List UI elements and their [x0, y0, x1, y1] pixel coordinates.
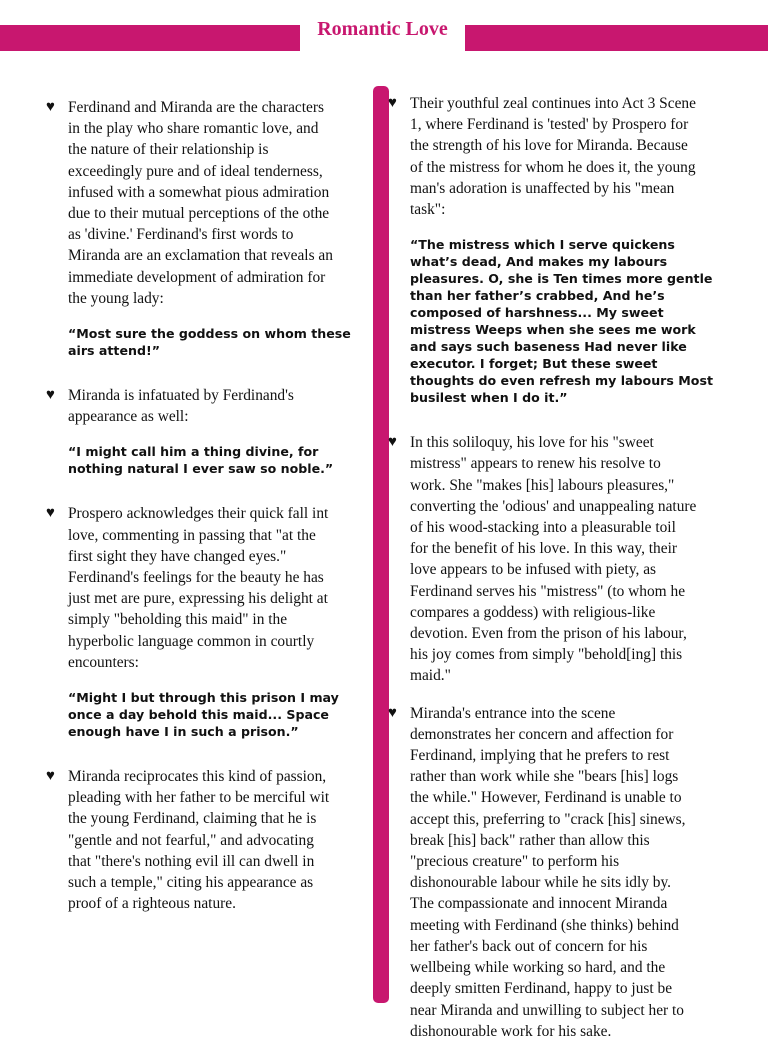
text-line: dishonourable work for his sake. — [410, 1022, 612, 1040]
text-line: Miranda reciprocates this kind of passion, — [68, 768, 327, 786]
text-line: immediate development of admiration for — [68, 268, 326, 286]
header-bar-left — [0, 25, 300, 51]
bullet-paragraph — [46, 97, 376, 309]
heart-icon: ♥ — [46, 387, 55, 404]
paragraph-text — [410, 93, 738, 220]
text-line: In this soliloquy, his love for his "sweet — [410, 434, 654, 452]
text-line: love, commenting in passing that "at the — [68, 526, 316, 544]
quote-line: “Might I but through this prison I may — [68, 690, 339, 706]
quotation — [410, 236, 738, 406]
text-line: proof of a righteous nature. — [68, 895, 236, 913]
header-bar-right — [465, 25, 768, 51]
text-line: Prospero acknowledges their quick fall int — [68, 505, 329, 523]
text-line: 1, where Ferdinand is 'tested' by Prospero for — [410, 116, 689, 134]
bullet-paragraph — [388, 432, 738, 686]
quote-line: executor. I forget; But these sweet — [410, 356, 658, 372]
text-line: the young Ferdinand, claiming that he is — [68, 810, 317, 828]
quotation — [68, 689, 376, 740]
heart-icon: ♥ — [46, 99, 55, 115]
text-line: Miranda is infatuated by Ferdinand's — [68, 387, 294, 405]
text-line: the nature of their relationship is — [68, 141, 269, 159]
quote-line: “I might call him a thing divine, for — [68, 444, 319, 460]
paragraph-text — [68, 97, 376, 309]
text-line: the strength of his love for Miranda. Because — [410, 137, 688, 155]
text-line: Miranda are an exclamation that reveals an — [68, 247, 333, 265]
text-line: in the play who share romantic love, and — [68, 120, 319, 138]
bullet-paragraph — [46, 503, 376, 673]
quote-line: airs attend!” — [68, 343, 160, 359]
text-line: hyperbolic language common in courtly — [68, 632, 315, 650]
text-line: of the mistress for whom he does it, the young — [410, 158, 696, 176]
text-line: dishonourable labour while he sits idly by. — [410, 874, 672, 892]
text-line: task": — [410, 201, 446, 219]
text-line: converting the 'odious' and unappealing nature — [410, 497, 697, 515]
text-line: break [his] back" rather than allow this — [410, 831, 650, 849]
text-line: compares a goddess) with religious-like — [410, 603, 656, 621]
heart-icon: ♥ — [46, 768, 55, 785]
text-line: simply "beholding this maid" in the — [68, 611, 288, 629]
text-line: Ferdinand and Miranda are the characters — [68, 99, 324, 116]
quote-line: “Most sure the goddess on whom these — [68, 326, 351, 342]
quote-line: “The mistress which I serve quickens — [410, 237, 675, 253]
quote-line: busilest when I do it.” — [410, 390, 568, 406]
text-line: his joy comes from simply "behold[ing] this — [410, 646, 683, 664]
quote-line: and says such baseness Had never like — [410, 339, 687, 355]
text-line: appearance as well: — [68, 408, 189, 426]
text-line: the while." However, Ferdinand is unable to — [410, 789, 682, 807]
text-line: the young lady: — [68, 289, 164, 307]
text-line: infused with a somewhat pious admiration — [68, 183, 330, 201]
text-line: such a temple," citing his appearance as — [68, 874, 314, 892]
text-line: work. She "makes [his] labours pleasures," — [410, 476, 675, 494]
bullet-paragraph — [46, 385, 376, 427]
text-line: her father's back out of concern for his — [410, 937, 648, 955]
quote-line: thoughts do even refresh my labours Most — [410, 373, 713, 389]
text-line: encounters: — [68, 653, 139, 671]
text-line: mistress" appears to renew his resolve to — [410, 455, 661, 473]
quote-line: what’s dead, And makes my labours — [410, 254, 668, 270]
text-line: first sight they have changed eyes." — [68, 547, 287, 565]
text-line: exceedingly pure and of ideal tenderness, — [68, 162, 323, 180]
text-line: Miranda's entrance into the scene — [410, 704, 616, 722]
text-line: "precious creature" to perform his — [410, 853, 620, 871]
quote-line: nothing natural I ever saw so noble.” — [68, 461, 334, 477]
text-line: man's adoration is unaffected by his "mean — [410, 179, 675, 197]
text-line: Ferdinand's feelings for the beauty he has — [68, 569, 324, 587]
text-line: "gentle and not fearful," and advocating — [68, 831, 314, 849]
heart-icon: ♥ — [388, 434, 397, 451]
paragraph-text — [410, 703, 738, 1042]
text-line: deeply smitten Ferdinand, happy to just be — [410, 980, 673, 998]
text-line: Ferdinand, implying that he prefers to rest — [410, 747, 670, 765]
left-column — [46, 97, 376, 930]
text-line: meeting with Ferdinand (she thinks) behind — [410, 916, 679, 934]
bullet-paragraph — [388, 703, 738, 1042]
bullet-paragraph — [46, 766, 376, 914]
text-line: pleading with her father to be merciful wit — [68, 789, 330, 807]
right-column — [388, 93, 738, 1058]
text-line: maid." — [410, 667, 451, 685]
quotation — [68, 325, 376, 359]
text-line: The compassionate and innocent Miranda — [410, 895, 668, 913]
quote-line: once a day behold this maid... Space — [68, 707, 329, 723]
text-line: love appears to be infused with piety, as — [410, 561, 657, 579]
heart-icon: ♥ — [388, 704, 397, 721]
heart-icon: ♥ — [388, 95, 397, 111]
paragraph-text — [68, 766, 376, 914]
bullet-paragraph — [388, 93, 738, 220]
quote-line: than her father’s crabbed, And he’s — [410, 288, 665, 304]
text-line: of his wood-stacking into a pleasurable toil — [410, 519, 676, 537]
text-line: wellbeing while working so hard, and the — [410, 959, 666, 977]
text-line: demonstrates her concern and affection for — [410, 725, 674, 743]
text-line: just met are pure, expressing his delight at — [68, 590, 328, 608]
heart-icon: ♥ — [46, 505, 55, 522]
text-line: for the benefit of his love. In this way, their — [410, 540, 677, 558]
text-line: accept this, preferring to "crack [his] sinews, — [410, 810, 686, 828]
quote-line: pleasures. O, she is Ten times more gentle — [410, 271, 713, 287]
text-line: that "there's nothing evil ill can dwell in — [68, 852, 315, 870]
quote-line: composed of harshness... My sweet — [410, 305, 664, 321]
quotation — [68, 443, 376, 477]
text-line: due to their mutual perceptions of the othe — [68, 205, 330, 223]
text-line: rather than work while she "bears [his] logs — [410, 768, 679, 786]
paragraph-text — [410, 432, 738, 686]
text-line: as 'divine.' Ferdinand's first words to — [68, 226, 294, 244]
text-line: near Miranda and unwilling to subject her to — [410, 1001, 684, 1019]
text-line: devotion. Even from the prison of his labour, — [410, 625, 687, 643]
paragraph-text — [68, 385, 376, 427]
quote-line: enough have I in such a prison.” — [68, 724, 299, 740]
page-title: Romantic Love — [317, 18, 448, 40]
text-line: Their youthful zeal continues into Act 3 Scene — [410, 95, 696, 112]
paragraph-text — [68, 503, 376, 673]
quote-line: mistress Weeps when she sees me work — [410, 322, 696, 338]
text-line: Ferdinand serves his "mistress" (to whom he — [410, 582, 686, 600]
